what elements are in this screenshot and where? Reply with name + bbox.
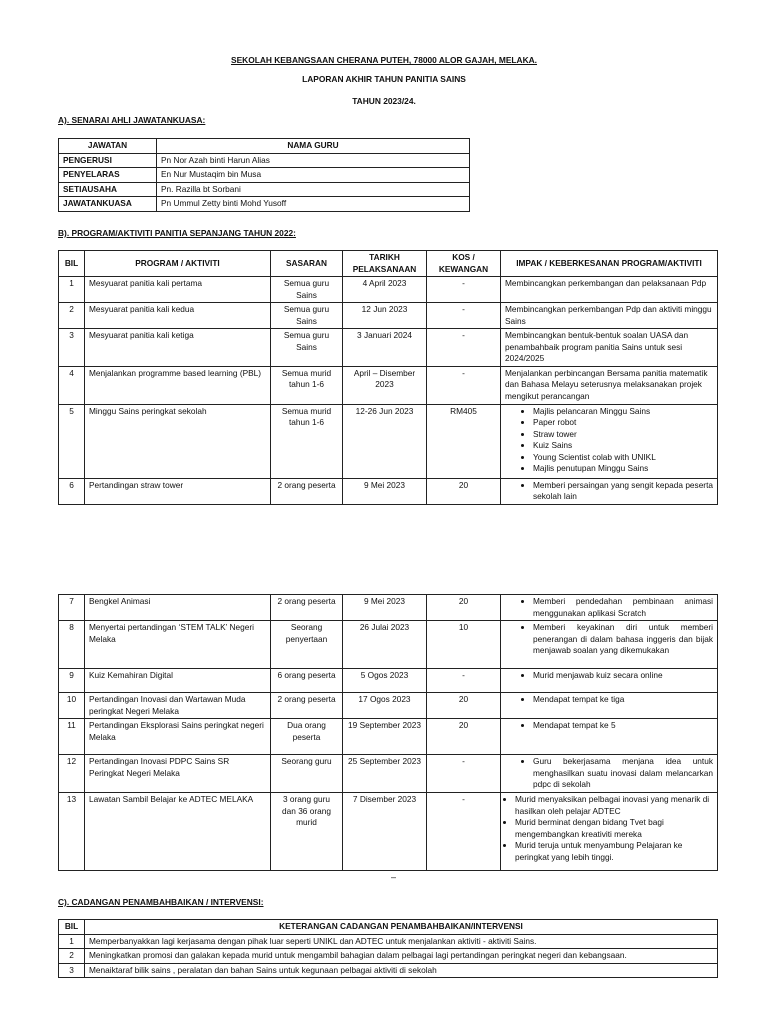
program-cell: Mesyuarat panitia kali kedua <box>85 303 271 329</box>
impact-cell <box>501 755 718 793</box>
column-header: BIL <box>59 920 85 935</box>
impact-item: • Straw tower <box>533 429 713 441</box>
impact-item: • Memberi pendedahan pembinaan animasi menggunakan aplikasi Scratch <box>533 596 713 619</box>
program-cell: Pertandingan Inovasi dan Wartawan Muda peringkat Negeri Melaka <box>85 693 271 719</box>
cost-cell: - <box>427 669 501 693</box>
table-row <box>59 719 718 755</box>
target-cell: Semua murid tahun 1-6 <box>271 404 343 478</box>
report-title: LAPORAN AKHIR TAHUN PANITIA SAINS <box>302 74 466 84</box>
bil-cell: 1 <box>59 934 85 949</box>
column-header: BIL <box>59 251 85 277</box>
program-cell: Mesyuarat panitia kali ketiga <box>85 329 271 367</box>
program-cell: Menjalankan programme based learning (PBL) <box>85 366 271 404</box>
target-cell: Dua orang peserta <box>271 719 343 755</box>
impact-cell <box>501 793 718 871</box>
table-row <box>59 934 718 949</box>
position-cell: JAWATANKUASA <box>59 197 157 212</box>
impact-item: • Kuiz Sains <box>533 440 713 452</box>
impact-cell <box>501 404 718 478</box>
column-header: PROGRAM / AKTIVITI <box>85 251 271 277</box>
impact-list <box>505 670 713 682</box>
impact-cell <box>501 693 718 719</box>
date-cell: 5 Ogos 2023 <box>343 669 427 693</box>
committee-table <box>58 138 470 212</box>
cost-cell: - <box>427 329 501 367</box>
position-cell: PENYELARAS <box>59 168 157 183</box>
program-cell: Bengkel Animasi <box>85 595 271 621</box>
date-cell: 9 Mei 2023 <box>343 595 427 621</box>
table-row <box>59 277 718 303</box>
table-row <box>59 963 718 978</box>
column-header: TARIKH PELAKSANAAN <box>343 251 427 277</box>
column-header: NAMA GURU <box>157 139 470 154</box>
table-row <box>59 669 718 693</box>
cost-cell: 20 <box>427 595 501 621</box>
impact-list <box>505 720 713 732</box>
impact-item: • Murid menjawab kuiz secara online <box>533 670 713 682</box>
bil-cell: 8 <box>59 621 85 669</box>
program-cell: Mesyuarat panitia kali pertama <box>85 277 271 303</box>
section-b-title: B). PROGRAM/AKTIVITI PANITIA SEPANJANG TAHUN 2022: <box>58 228 296 238</box>
cost-cell: 10 <box>427 621 501 669</box>
bil-cell: 7 <box>59 595 85 621</box>
impact-item: • Majlis penutupan Minggu Sains <box>533 463 713 475</box>
teacher-name-cell: Pn. Razilla bt Sorbani <box>157 182 470 197</box>
position-cell: PENGERUSI <box>59 153 157 168</box>
target-cell: Semua guru Sains <box>271 303 343 329</box>
date-cell: 19 September 2023 <box>343 719 427 755</box>
impact-list <box>505 694 713 706</box>
target-cell: 3 orang guru dan 36 orang murid <box>271 793 343 871</box>
target-cell: Semua murid tahun 1-6 <box>271 366 343 404</box>
table-row <box>59 693 718 719</box>
target-cell: 2 orang peserta <box>271 595 343 621</box>
table-row <box>59 478 718 504</box>
school-name: SEKOLAH KEBANGSAAN CHERANA PUTEH, 78000 ALOR GAJAH, MELAKA. <box>230 55 538 65</box>
date-cell: 4 April 2023 <box>343 277 427 303</box>
program-cell: Pertandingan Eksplorasi Sains peringkat negeri Melaka <box>85 719 271 755</box>
table-header-row <box>59 251 718 277</box>
date-cell: 17 Ogos 2023 <box>343 693 427 719</box>
table-row <box>59 621 718 669</box>
bil-cell: 6 <box>59 478 85 504</box>
table-row <box>59 197 470 212</box>
impact-item: • Paper robot <box>533 417 713 429</box>
bil-cell: 2 <box>59 303 85 329</box>
target-cell: Seorang guru <box>271 755 343 793</box>
impact-item: • Murid berminat dengan bidang Tvet bagi mengembangkan kreativiti mereka <box>515 817 713 840</box>
cost-cell: - <box>427 277 501 303</box>
cost-cell: RM405 <box>427 404 501 478</box>
impact-cell: Menjalankan perbincangan Bersama panitia matematik dan Bahasa Melayu seterusnya melaksanakan projek mengikut perancangan <box>501 366 718 404</box>
target-cell: 6 orang peserta <box>271 669 343 693</box>
bil-cell: 11 <box>59 719 85 755</box>
table-header-row <box>59 920 718 935</box>
impact-cell <box>501 621 718 669</box>
bil-cell: 10 <box>59 693 85 719</box>
report-year: TAHUN 2023/24. <box>352 96 416 106</box>
bil-cell: 4 <box>59 366 85 404</box>
activities-table-part-1 <box>58 250 718 505</box>
cost-cell: 20 <box>427 693 501 719</box>
column-header: KETERANGAN CADANGAN PENAMBAHBAIKAN/INTERVENSI <box>85 920 718 935</box>
section-c-title: C). CADANGAN PENAMBAHBAIKAN / INTERVENSI: <box>58 897 264 907</box>
column-header: KOS / KEWANGAN <box>427 251 501 277</box>
date-cell: 12 Jun 2023 <box>343 303 427 329</box>
date-cell: 26 Julai 2023 <box>343 621 427 669</box>
cost-cell: 20 <box>427 719 501 755</box>
impact-item: • Memberi persaingan yang sengit kepada peserta sekolah lain <box>533 480 713 503</box>
impact-item: • Mendapat tempat ke tiga <box>533 694 713 706</box>
section-a-title: A). SENARAI AHLI JAWATANKUASA: <box>58 115 206 125</box>
cost-cell: - <box>427 793 501 871</box>
table-row <box>59 755 718 793</box>
column-header: IMPAK / KEBERKESANAN PROGRAM/AKTIVITI <box>501 251 718 277</box>
table-row <box>59 949 718 964</box>
impact-item: • Murid menyaksikan pelbagai inovasi yang menarik di hasilkan oleh pelajar ADTEC <box>515 794 713 817</box>
column-header: JAWATAN <box>59 139 157 154</box>
suggestion-cell: Memperbanyakkan lagi kerjasama dengan pihak luar seperti UNIKL dan ADTEC untuk menjalankan aktiviti - aktiviti Sains. <box>85 934 718 949</box>
program-cell: Pertandingan Inovasi PDPC Sains SR Peringkat Negeri Melaka <box>85 755 271 793</box>
cost-cell: 20 <box>427 478 501 504</box>
program-cell: Minggu Sains peringkat sekolah <box>85 404 271 478</box>
target-cell: Seorang penyertaan <box>271 621 343 669</box>
suggestion-cell: Meningkatkan promosi dan galakan kepada murid untuk mengambil bahagian dalam pelbagai lagi pertandingan peringkat negeri dan kebangsaan. <box>85 949 718 964</box>
bil-cell: 13 <box>59 793 85 871</box>
impact-cell: Membincangkan perkembangan Pdp dan aktiviti minggu Sains <box>501 303 718 329</box>
cost-cell: - <box>427 366 501 404</box>
table-row <box>59 595 718 621</box>
bil-cell: 3 <box>59 963 85 978</box>
activities-table-part-2 <box>58 594 718 871</box>
program-cell: Pertandingan straw tower <box>85 478 271 504</box>
date-cell: April – Disember 2023 <box>343 366 427 404</box>
date-cell: 25 September 2023 <box>343 755 427 793</box>
impact-cell <box>501 669 718 693</box>
program-cell: Lawatan Sambil Belajar ke ADTEC MELAKA <box>85 793 271 871</box>
impact-item: • Murid teruja untuk menyambung Pelajaran ke peringkat yang lebih tinggi. <box>515 840 713 863</box>
bil-cell: 5 <box>59 404 85 478</box>
table-row <box>59 366 718 404</box>
teacher-name-cell: En Nur Mustaqim bin Musa <box>157 168 470 183</box>
column-header: SASARAN <box>271 251 343 277</box>
position-cell: SETIAUSAHA <box>59 182 157 197</box>
bil-cell: 12 <box>59 755 85 793</box>
cost-cell: - <box>427 303 501 329</box>
impact-item: • Guru bekerjasama menjana idea untuk menghasilkan suatu inovasi dalam melancarkan pdpc di sekolah <box>533 756 713 791</box>
table-header-row <box>59 139 470 154</box>
bil-cell: 3 <box>59 329 85 367</box>
teacher-name-cell: Pn Nor Azah binti Harun Alias <box>157 153 470 168</box>
impact-cell: Membincangkan perkembangan dan pelaksanaan Pdp <box>501 277 718 303</box>
target-cell: 2 orang peserta <box>271 693 343 719</box>
suggestion-cell: Menaiktaraf bilik sains , peralatan dan bahan Sains untuk kegunaan pelbagai aktiviti di sekolah <box>85 963 718 978</box>
table-row <box>59 168 470 183</box>
impact-list <box>505 622 713 657</box>
bil-cell: 1 <box>59 277 85 303</box>
table-row <box>59 182 470 197</box>
target-cell: Semua guru Sains <box>271 277 343 303</box>
impact-list <box>505 406 713 475</box>
date-cell: 12-26 Jun 2023 <box>343 404 427 478</box>
table-row <box>59 793 718 871</box>
impact-list <box>505 480 713 503</box>
impact-item: • Majlis pelancaran Minggu Sains <box>533 406 713 418</box>
date-cell: 7 Disember 2023 <box>343 793 427 871</box>
teacher-name-cell: Pn Ummul Zetty binti Mohd Yusoff <box>157 197 470 212</box>
impact-item: • Mendapat tempat ke 5 <box>533 720 713 732</box>
impact-cell <box>501 595 718 621</box>
impact-list <box>505 756 713 791</box>
table-row <box>59 303 718 329</box>
improvements-table <box>58 919 718 978</box>
target-cell: Semua guru Sains <box>271 329 343 367</box>
impact-item: • Memberi keyakinan diri untuk memberi penerangan di dalam bahasa inggeris dan bijak menjawab soalan yang dikemukakan <box>533 622 713 657</box>
cost-cell: - <box>427 755 501 793</box>
impact-cell <box>501 478 718 504</box>
impact-list <box>505 596 713 619</box>
table-row <box>59 404 718 478</box>
impact-cell <box>501 719 718 755</box>
target-cell: 2 orang peserta <box>271 478 343 504</box>
table-row <box>59 153 470 168</box>
program-cell: Menyertai pertandingan ‘STEM TALK’ Negeri Melaka <box>85 621 271 669</box>
program-cell: Kuiz Kemahiran Digital <box>85 669 271 693</box>
page-separator: – <box>391 872 397 882</box>
table-row <box>59 329 718 367</box>
bil-cell: 2 <box>59 949 85 964</box>
impact-list <box>505 794 713 863</box>
date-cell: 3 Januari 2024 <box>343 329 427 367</box>
bil-cell: 9 <box>59 669 85 693</box>
date-cell: 9 Mei 2023 <box>343 478 427 504</box>
impact-item: • Young Scientist colab with UNIKL <box>533 452 713 464</box>
impact-cell: Membincangkan bentuk-bentuk soalan UASA dan penambahbaik program panitia Sains untuk sesi 2024/2025 <box>501 329 718 367</box>
